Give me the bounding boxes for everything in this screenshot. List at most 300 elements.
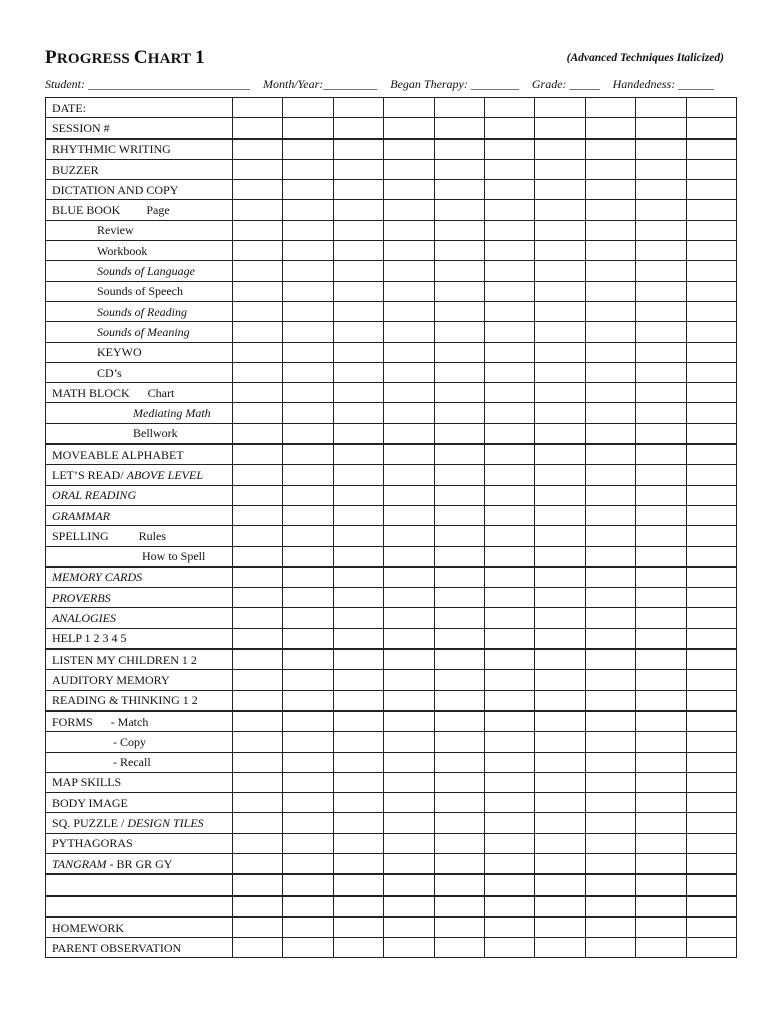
session-cell[interactable] bbox=[434, 281, 484, 301]
session-cell[interactable] bbox=[233, 98, 283, 118]
session-cell[interactable] bbox=[686, 853, 736, 874]
session-cell[interactable] bbox=[636, 159, 686, 179]
session-cell[interactable] bbox=[484, 505, 534, 525]
session-cell[interactable] bbox=[535, 241, 585, 261]
session-cell[interactable] bbox=[434, 505, 484, 525]
session-cell[interactable] bbox=[484, 793, 534, 813]
session-cell[interactable] bbox=[384, 281, 434, 301]
session-cell[interactable] bbox=[484, 690, 534, 711]
session-cell[interactable] bbox=[233, 833, 283, 853]
session-cell[interactable] bbox=[636, 938, 686, 958]
session-cell[interactable] bbox=[283, 383, 333, 403]
session-cell[interactable] bbox=[686, 896, 736, 917]
session-cell[interactable] bbox=[384, 180, 434, 200]
session-cell[interactable] bbox=[484, 874, 534, 895]
session-cell[interactable] bbox=[484, 526, 534, 546]
session-cell[interactable] bbox=[535, 423, 585, 444]
session-cell[interactable] bbox=[384, 322, 434, 342]
session-cell[interactable] bbox=[283, 505, 333, 525]
session-cell[interactable] bbox=[434, 98, 484, 118]
session-cell[interactable] bbox=[484, 180, 534, 200]
session-cell[interactable] bbox=[384, 241, 434, 261]
session-cell[interactable] bbox=[484, 833, 534, 853]
grade-field[interactable]: Grade: _____ bbox=[531, 77, 600, 91]
session-cell[interactable] bbox=[484, 649, 534, 670]
session-cell[interactable] bbox=[333, 444, 383, 465]
session-cell[interactable] bbox=[283, 793, 333, 813]
session-cell[interactable] bbox=[434, 711, 484, 732]
session-cell[interactable] bbox=[333, 301, 383, 321]
session-cell[interactable] bbox=[535, 546, 585, 567]
session-cell[interactable] bbox=[686, 485, 736, 505]
session-cell[interactable] bbox=[333, 485, 383, 505]
session-cell[interactable] bbox=[233, 670, 283, 690]
session-cell[interactable] bbox=[585, 423, 635, 444]
session-cell[interactable] bbox=[585, 813, 635, 833]
session-cell[interactable] bbox=[283, 159, 333, 179]
session-cell[interactable] bbox=[535, 485, 585, 505]
session-cell[interactable] bbox=[384, 98, 434, 118]
session-cell[interactable] bbox=[535, 917, 585, 938]
session-cell[interactable] bbox=[535, 322, 585, 342]
session-cell[interactable] bbox=[535, 505, 585, 525]
session-cell[interactable] bbox=[585, 301, 635, 321]
session-cell[interactable] bbox=[585, 281, 635, 301]
session-cell[interactable] bbox=[686, 752, 736, 772]
session-cell[interactable] bbox=[233, 220, 283, 240]
session-cell[interactable] bbox=[283, 711, 333, 732]
session-cell[interactable] bbox=[484, 159, 534, 179]
session-cell[interactable] bbox=[535, 670, 585, 690]
session-cell[interactable] bbox=[585, 220, 635, 240]
session-cell[interactable] bbox=[434, 423, 484, 444]
session-cell[interactable] bbox=[283, 670, 333, 690]
session-cell[interactable] bbox=[333, 98, 383, 118]
session-cell[interactable] bbox=[686, 241, 736, 261]
session-cell[interactable] bbox=[535, 465, 585, 485]
session-cell[interactable] bbox=[283, 139, 333, 160]
session-cell[interactable] bbox=[585, 118, 635, 139]
session-cell[interactable] bbox=[484, 465, 534, 485]
session-cell[interactable] bbox=[535, 853, 585, 874]
session-cell[interactable] bbox=[384, 139, 434, 160]
session-cell[interactable] bbox=[233, 505, 283, 525]
session-cell[interactable] bbox=[283, 752, 333, 772]
session-cell[interactable] bbox=[233, 485, 283, 505]
session-cell[interactable] bbox=[283, 261, 333, 281]
session-cell[interactable] bbox=[636, 711, 686, 732]
session-cell[interactable] bbox=[283, 588, 333, 608]
session-cell[interactable] bbox=[283, 608, 333, 628]
session-cell[interactable] bbox=[283, 423, 333, 444]
session-cell[interactable] bbox=[636, 732, 686, 752]
session-cell[interactable] bbox=[233, 444, 283, 465]
session-cell[interactable] bbox=[434, 403, 484, 423]
session-cell[interactable] bbox=[283, 649, 333, 670]
session-cell[interactable] bbox=[434, 732, 484, 752]
session-cell[interactable] bbox=[333, 261, 383, 281]
session-cell[interactable] bbox=[636, 180, 686, 200]
session-cell[interactable] bbox=[233, 403, 283, 423]
session-cell[interactable] bbox=[535, 732, 585, 752]
session-cell[interactable] bbox=[535, 711, 585, 732]
session-cell[interactable] bbox=[535, 403, 585, 423]
session-cell[interactable] bbox=[384, 261, 434, 281]
session-cell[interactable] bbox=[585, 833, 635, 853]
session-cell[interactable] bbox=[384, 505, 434, 525]
session-cell[interactable] bbox=[233, 938, 283, 958]
session-cell[interactable] bbox=[434, 241, 484, 261]
session-cell[interactable] bbox=[686, 874, 736, 895]
session-cell[interactable] bbox=[484, 670, 534, 690]
session-cell[interactable] bbox=[333, 403, 383, 423]
session-cell[interactable] bbox=[535, 180, 585, 200]
session-cell[interactable] bbox=[333, 159, 383, 179]
session-cell[interactable] bbox=[585, 649, 635, 670]
session-cell[interactable] bbox=[384, 833, 434, 853]
session-cell[interactable] bbox=[333, 670, 383, 690]
session-cell[interactable] bbox=[484, 444, 534, 465]
session-cell[interactable] bbox=[636, 917, 686, 938]
session-cell[interactable] bbox=[283, 403, 333, 423]
session-cell[interactable] bbox=[636, 261, 686, 281]
session-cell[interactable] bbox=[535, 588, 585, 608]
session-cell[interactable] bbox=[686, 180, 736, 200]
session-cell[interactable] bbox=[384, 301, 434, 321]
session-cell[interactable] bbox=[233, 853, 283, 874]
session-cell[interactable] bbox=[384, 342, 434, 362]
session-cell[interactable] bbox=[535, 567, 585, 588]
session-cell[interactable] bbox=[233, 281, 283, 301]
session-cell[interactable] bbox=[384, 938, 434, 958]
session-cell[interactable] bbox=[636, 241, 686, 261]
session-cell[interactable] bbox=[636, 139, 686, 160]
session-cell[interactable] bbox=[233, 608, 283, 628]
session-cell[interactable] bbox=[535, 813, 585, 833]
session-cell[interactable] bbox=[484, 732, 534, 752]
session-cell[interactable] bbox=[333, 241, 383, 261]
session-cell[interactable] bbox=[535, 281, 585, 301]
session-cell[interactable] bbox=[283, 220, 333, 240]
session-cell[interactable] bbox=[384, 465, 434, 485]
session-cell[interactable] bbox=[535, 938, 585, 958]
session-cell[interactable] bbox=[434, 567, 484, 588]
session-cell[interactable] bbox=[384, 896, 434, 917]
session-cell[interactable] bbox=[333, 874, 383, 895]
session-cell[interactable] bbox=[535, 98, 585, 118]
session-cell[interactable] bbox=[686, 711, 736, 732]
session-cell[interactable] bbox=[233, 772, 283, 792]
session-cell[interactable] bbox=[484, 241, 534, 261]
session-cell[interactable] bbox=[333, 546, 383, 567]
session-cell[interactable] bbox=[384, 403, 434, 423]
session-cell[interactable] bbox=[233, 813, 283, 833]
session-cell[interactable] bbox=[233, 793, 283, 813]
session-cell[interactable] bbox=[686, 546, 736, 567]
session-cell[interactable] bbox=[434, 628, 484, 649]
session-cell[interactable] bbox=[434, 342, 484, 362]
session-cell[interactable] bbox=[636, 118, 686, 139]
session-cell[interactable] bbox=[233, 423, 283, 444]
session-cell[interactable] bbox=[434, 362, 484, 382]
session-cell[interactable] bbox=[434, 670, 484, 690]
session-cell[interactable] bbox=[434, 526, 484, 546]
session-cell[interactable] bbox=[333, 180, 383, 200]
session-cell[interactable] bbox=[333, 813, 383, 833]
session-cell[interactable] bbox=[434, 874, 484, 895]
session-cell[interactable] bbox=[283, 281, 333, 301]
session-cell[interactable] bbox=[585, 322, 635, 342]
session-cell[interactable] bbox=[233, 711, 283, 732]
session-cell[interactable] bbox=[434, 301, 484, 321]
session-cell[interactable] bbox=[434, 649, 484, 670]
session-cell[interactable] bbox=[636, 793, 686, 813]
session-cell[interactable] bbox=[484, 485, 534, 505]
session-cell[interactable] bbox=[484, 281, 534, 301]
session-cell[interactable] bbox=[484, 98, 534, 118]
session-cell[interactable] bbox=[384, 917, 434, 938]
session-cell[interactable] bbox=[535, 526, 585, 546]
session-cell[interactable] bbox=[233, 546, 283, 567]
session-cell[interactable] bbox=[686, 690, 736, 711]
session-cell[interactable] bbox=[686, 670, 736, 690]
session-cell[interactable] bbox=[585, 917, 635, 938]
session-cell[interactable] bbox=[686, 649, 736, 670]
session-cell[interactable] bbox=[333, 383, 383, 403]
session-cell[interactable] bbox=[484, 588, 534, 608]
session-cell[interactable] bbox=[384, 874, 434, 895]
session-cell[interactable] bbox=[636, 403, 686, 423]
session-cell[interactable] bbox=[585, 772, 635, 792]
session-cell[interactable] bbox=[333, 853, 383, 874]
session-cell[interactable] bbox=[283, 874, 333, 895]
session-cell[interactable] bbox=[384, 362, 434, 382]
session-cell[interactable] bbox=[686, 281, 736, 301]
session-cell[interactable] bbox=[333, 567, 383, 588]
session-cell[interactable] bbox=[333, 322, 383, 342]
session-cell[interactable] bbox=[636, 526, 686, 546]
session-cell[interactable] bbox=[384, 588, 434, 608]
session-cell[interactable] bbox=[434, 752, 484, 772]
session-cell[interactable] bbox=[686, 200, 736, 220]
session-cell[interactable] bbox=[686, 588, 736, 608]
session-cell[interactable] bbox=[686, 444, 736, 465]
session-cell[interactable] bbox=[636, 322, 686, 342]
session-cell[interactable] bbox=[434, 690, 484, 711]
session-cell[interactable] bbox=[636, 833, 686, 853]
session-cell[interactable] bbox=[434, 200, 484, 220]
session-cell[interactable] bbox=[333, 690, 383, 711]
session-cell[interactable] bbox=[686, 322, 736, 342]
session-cell[interactable] bbox=[535, 896, 585, 917]
session-cell[interactable] bbox=[384, 732, 434, 752]
session-cell[interactable] bbox=[585, 588, 635, 608]
session-cell[interactable] bbox=[283, 896, 333, 917]
session-cell[interactable] bbox=[233, 465, 283, 485]
session-cell[interactable] bbox=[484, 220, 534, 240]
session-cell[interactable] bbox=[434, 465, 484, 485]
session-cell[interactable] bbox=[686, 772, 736, 792]
session-cell[interactable] bbox=[333, 220, 383, 240]
session-cell[interactable] bbox=[384, 383, 434, 403]
session-cell[interactable] bbox=[283, 200, 333, 220]
began-therapy-field[interactable]: Began Therapy: ________ bbox=[390, 77, 519, 91]
session-cell[interactable] bbox=[535, 261, 585, 281]
session-cell[interactable] bbox=[283, 628, 333, 649]
session-cell[interactable] bbox=[484, 200, 534, 220]
session-cell[interactable] bbox=[283, 98, 333, 118]
session-cell[interactable] bbox=[535, 608, 585, 628]
session-cell[interactable] bbox=[585, 180, 635, 200]
session-cell[interactable] bbox=[686, 342, 736, 362]
session-cell[interactable] bbox=[686, 732, 736, 752]
session-cell[interactable] bbox=[333, 505, 383, 525]
session-cell[interactable] bbox=[686, 139, 736, 160]
session-cell[interactable] bbox=[233, 649, 283, 670]
session-cell[interactable] bbox=[233, 628, 283, 649]
session-cell[interactable] bbox=[333, 526, 383, 546]
session-cell[interactable] bbox=[585, 98, 635, 118]
session-cell[interactable] bbox=[585, 896, 635, 917]
session-cell[interactable] bbox=[283, 690, 333, 711]
session-cell[interactable] bbox=[384, 423, 434, 444]
session-cell[interactable] bbox=[434, 118, 484, 139]
session-cell[interactable] bbox=[434, 608, 484, 628]
session-cell[interactable] bbox=[384, 608, 434, 628]
session-cell[interactable] bbox=[636, 200, 686, 220]
session-cell[interactable] bbox=[233, 588, 283, 608]
session-cell[interactable] bbox=[333, 139, 383, 160]
session-cell[interactable] bbox=[333, 423, 383, 444]
session-cell[interactable] bbox=[636, 281, 686, 301]
session-cell[interactable] bbox=[384, 649, 434, 670]
session-cell[interactable] bbox=[484, 628, 534, 649]
session-cell[interactable] bbox=[636, 485, 686, 505]
session-cell[interactable] bbox=[233, 139, 283, 160]
session-cell[interactable] bbox=[686, 793, 736, 813]
session-cell[interactable] bbox=[434, 853, 484, 874]
session-cell[interactable] bbox=[434, 159, 484, 179]
session-cell[interactable] bbox=[636, 670, 686, 690]
session-cell[interactable] bbox=[384, 670, 434, 690]
session-cell[interactable] bbox=[484, 711, 534, 732]
session-cell[interactable] bbox=[636, 362, 686, 382]
session-cell[interactable] bbox=[535, 649, 585, 670]
session-cell[interactable] bbox=[535, 752, 585, 772]
session-cell[interactable] bbox=[686, 917, 736, 938]
session-cell[interactable] bbox=[283, 567, 333, 588]
session-cell[interactable] bbox=[585, 628, 635, 649]
session-cell[interactable] bbox=[283, 526, 333, 546]
session-cell[interactable] bbox=[283, 833, 333, 853]
session-cell[interactable] bbox=[535, 200, 585, 220]
session-cell[interactable] bbox=[283, 938, 333, 958]
session-cell[interactable] bbox=[636, 444, 686, 465]
session-cell[interactable] bbox=[535, 690, 585, 711]
session-cell[interactable] bbox=[484, 362, 534, 382]
session-cell[interactable] bbox=[283, 241, 333, 261]
session-cell[interactable] bbox=[535, 159, 585, 179]
session-cell[interactable] bbox=[233, 362, 283, 382]
session-cell[interactable] bbox=[434, 546, 484, 567]
month-year-field[interactable]: Month/Year:_________ bbox=[263, 77, 378, 91]
session-cell[interactable] bbox=[535, 342, 585, 362]
session-cell[interactable] bbox=[484, 752, 534, 772]
session-cell[interactable] bbox=[233, 200, 283, 220]
session-cell[interactable] bbox=[636, 505, 686, 525]
session-cell[interactable] bbox=[233, 383, 283, 403]
session-cell[interactable] bbox=[484, 322, 534, 342]
session-cell[interactable] bbox=[233, 180, 283, 200]
session-cell[interactable] bbox=[333, 588, 383, 608]
session-cell[interactable] bbox=[233, 874, 283, 895]
session-cell[interactable] bbox=[333, 711, 383, 732]
session-cell[interactable] bbox=[233, 526, 283, 546]
session-cell[interactable] bbox=[434, 938, 484, 958]
session-cell[interactable] bbox=[333, 628, 383, 649]
session-cell[interactable] bbox=[636, 342, 686, 362]
session-cell[interactable] bbox=[484, 546, 534, 567]
session-cell[interactable] bbox=[636, 853, 686, 874]
session-cell[interactable] bbox=[585, 362, 635, 382]
session-cell[interactable] bbox=[636, 752, 686, 772]
session-cell[interactable] bbox=[434, 813, 484, 833]
session-cell[interactable] bbox=[233, 917, 283, 938]
session-cell[interactable] bbox=[636, 813, 686, 833]
session-cell[interactable] bbox=[636, 649, 686, 670]
session-cell[interactable] bbox=[333, 342, 383, 362]
session-cell[interactable] bbox=[283, 180, 333, 200]
session-cell[interactable] bbox=[585, 690, 635, 711]
session-cell[interactable] bbox=[585, 342, 635, 362]
session-cell[interactable] bbox=[384, 546, 434, 567]
session-cell[interactable] bbox=[535, 444, 585, 465]
session-cell[interactable] bbox=[686, 403, 736, 423]
session-cell[interactable] bbox=[283, 362, 333, 382]
session-cell[interactable] bbox=[585, 261, 635, 281]
session-cell[interactable] bbox=[283, 444, 333, 465]
session-cell[interactable] bbox=[686, 628, 736, 649]
session-cell[interactable] bbox=[283, 465, 333, 485]
session-cell[interactable] bbox=[434, 180, 484, 200]
session-cell[interactable] bbox=[333, 752, 383, 772]
session-cell[interactable] bbox=[535, 772, 585, 792]
session-cell[interactable] bbox=[283, 322, 333, 342]
session-cell[interactable] bbox=[686, 362, 736, 382]
session-cell[interactable] bbox=[233, 159, 283, 179]
session-cell[interactable] bbox=[535, 139, 585, 160]
session-cell[interactable] bbox=[686, 833, 736, 853]
session-cell[interactable] bbox=[535, 383, 585, 403]
session-cell[interactable] bbox=[484, 261, 534, 281]
session-cell[interactable] bbox=[384, 485, 434, 505]
session-cell[interactable] bbox=[484, 896, 534, 917]
session-cell[interactable] bbox=[434, 896, 484, 917]
session-cell[interactable] bbox=[333, 917, 383, 938]
session-cell[interactable] bbox=[585, 200, 635, 220]
session-cell[interactable] bbox=[585, 403, 635, 423]
session-cell[interactable] bbox=[384, 567, 434, 588]
session-cell[interactable] bbox=[233, 322, 283, 342]
session-cell[interactable] bbox=[636, 874, 686, 895]
session-cell[interactable] bbox=[333, 896, 383, 917]
session-cell[interactable] bbox=[233, 261, 283, 281]
session-cell[interactable] bbox=[636, 423, 686, 444]
session-cell[interactable] bbox=[434, 793, 484, 813]
session-cell[interactable] bbox=[283, 546, 333, 567]
session-cell[interactable] bbox=[686, 526, 736, 546]
session-cell[interactable] bbox=[283, 485, 333, 505]
